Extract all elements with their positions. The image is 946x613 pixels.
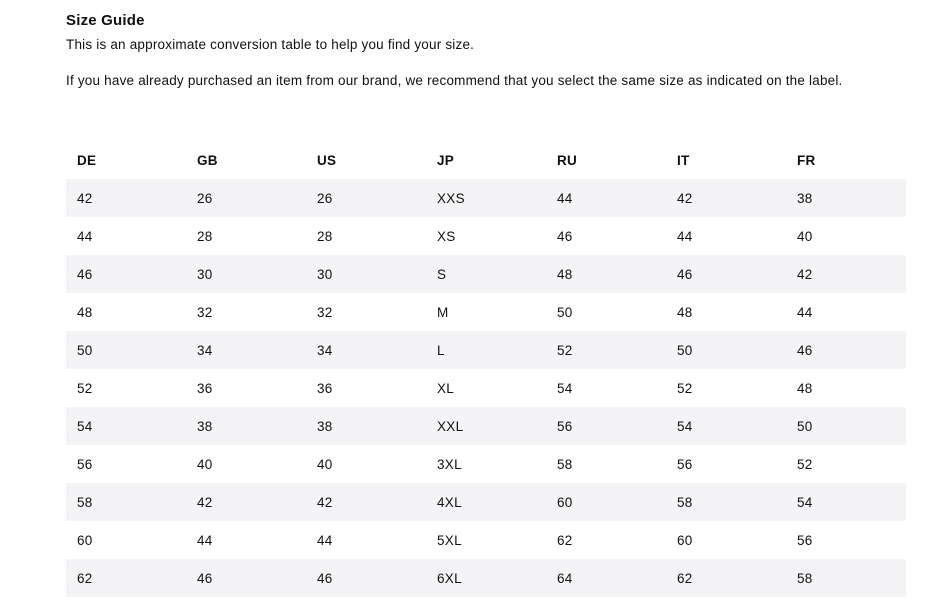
table-cell-fr: 52: [786, 445, 906, 483]
table-cell-ru: 58: [546, 445, 666, 483]
column-header-jp: JP: [437, 152, 455, 168]
table-cell-de: 42: [66, 179, 186, 217]
table-cell-gb: 32: [186, 293, 306, 331]
table-cell-de: 56: [66, 445, 186, 483]
table-cell-ru: 44: [546, 179, 666, 217]
size-guide-note: If you have already purchased an item from our brand, we recommend that you select the same size as indicated on the label.: [66, 73, 843, 88]
table-cell-fr: 50: [786, 407, 906, 445]
table-row: [66, 483, 906, 521]
table-cell-gb: 46: [186, 559, 306, 597]
table-cell-gb: 44: [186, 521, 306, 559]
table-cell-fr: 54: [786, 483, 906, 521]
table-cell-gb: 38: [186, 407, 306, 445]
table-cell-us: 36: [306, 369, 426, 407]
column-header-de: DE: [77, 152, 97, 168]
column-header-gb: GB: [197, 152, 218, 168]
table-row: [66, 559, 906, 597]
table-cell-us: 38: [306, 407, 426, 445]
table-row: [66, 369, 906, 407]
table-cell-de: 52: [66, 369, 186, 407]
table-cell-jp: M: [426, 293, 546, 331]
table-cell-ru: 64: [546, 559, 666, 597]
table-cell-jp: 4XL: [426, 483, 546, 521]
table-cell-it: 48: [666, 293, 786, 331]
table-cell-fr: 40: [786, 217, 906, 255]
size-guide-intro: This is an approximate conversion table to help you find your size.: [66, 37, 475, 52]
table-cell-ru: 56: [546, 407, 666, 445]
table-cell-gb: 42: [186, 483, 306, 521]
table-cell-de: 50: [66, 331, 186, 369]
table-header: [66, 141, 906, 179]
table-cell-jp: XS: [426, 217, 546, 255]
table-cell-fr: 48: [786, 369, 906, 407]
table-cell-de: 60: [66, 521, 186, 559]
table-cell-us: 32: [306, 293, 426, 331]
table-cell-jp: 5XL: [426, 521, 546, 559]
table-cell-ru: 62: [546, 521, 666, 559]
table-cell-us: 34: [306, 331, 426, 369]
table-cell-de: 46: [66, 255, 186, 293]
table-header-row: [66, 141, 906, 179]
table-cell-us: 30: [306, 255, 426, 293]
table-cell-it: 46: [666, 255, 786, 293]
table-cell-it: 44: [666, 217, 786, 255]
table-cell-fr: 38: [786, 179, 906, 217]
table-cell-jp: S: [426, 255, 546, 293]
table-cell-it: 52: [666, 369, 786, 407]
table-cell-us: 26: [306, 179, 426, 217]
table-row: [66, 217, 906, 255]
table-body: [66, 179, 906, 597]
table-cell-it: 56: [666, 445, 786, 483]
table-row: [66, 445, 906, 483]
column-header-fr: FR: [797, 152, 816, 168]
size-conversion-table: [66, 141, 906, 597]
table-cell-us: 42: [306, 483, 426, 521]
table-cell-jp: XL: [426, 369, 546, 407]
table-row: [66, 255, 906, 293]
table-cell-fr: 42: [786, 255, 906, 293]
table-cell-de: 44: [66, 217, 186, 255]
table-cell-ru: 50: [546, 293, 666, 331]
table-cell-gb: 28: [186, 217, 306, 255]
table-cell-it: 54: [666, 407, 786, 445]
table-cell-fr: 44: [786, 293, 906, 331]
table-row: [66, 293, 906, 331]
size-guide-title: Size Guide: [66, 12, 145, 29]
table-cell-de: 54: [66, 407, 186, 445]
column-header-us: US: [317, 152, 337, 168]
table-cell-ru: 60: [546, 483, 666, 521]
table-cell-gb: 34: [186, 331, 306, 369]
column-header-ru: RU: [557, 152, 578, 168]
table-cell-de: 62: [66, 559, 186, 597]
table-cell-us: 46: [306, 559, 426, 597]
table-cell-de: 48: [66, 293, 186, 331]
table-cell-it: 60: [666, 521, 786, 559]
table-cell-ru: 46: [546, 217, 666, 255]
column-header-it: IT: [677, 152, 690, 168]
table-cell-it: 50: [666, 331, 786, 369]
table-cell-de: 58: [66, 483, 186, 521]
table-row: [66, 521, 906, 559]
table-cell-jp: XXL: [426, 407, 546, 445]
table-cell-fr: 46: [786, 331, 906, 369]
table-cell-it: 62: [666, 559, 786, 597]
table-cell-us: 28: [306, 217, 426, 255]
table-cell-ru: 48: [546, 255, 666, 293]
table-cell-gb: 36: [186, 369, 306, 407]
table-row: [66, 179, 906, 217]
table-cell-jp: 3XL: [426, 445, 546, 483]
table-row: [66, 331, 906, 369]
table-cell-gb: 26: [186, 179, 306, 217]
table-cell-it: 42: [666, 179, 786, 217]
table-cell-us: 44: [306, 521, 426, 559]
table-cell-gb: 40: [186, 445, 306, 483]
table-cell-gb: 30: [186, 255, 306, 293]
table-cell-jp: L: [426, 331, 546, 369]
table-cell-ru: 52: [546, 331, 666, 369]
table-cell-jp: XXS: [426, 179, 546, 217]
table-cell-fr: 58: [786, 559, 906, 597]
table-cell-ru: 54: [546, 369, 666, 407]
table-cell-fr: 56: [786, 521, 906, 559]
table-cell-jp: 6XL: [426, 559, 546, 597]
table-cell-us: 40: [306, 445, 426, 483]
table-row: [66, 407, 906, 445]
table-cell-it: 58: [666, 483, 786, 521]
